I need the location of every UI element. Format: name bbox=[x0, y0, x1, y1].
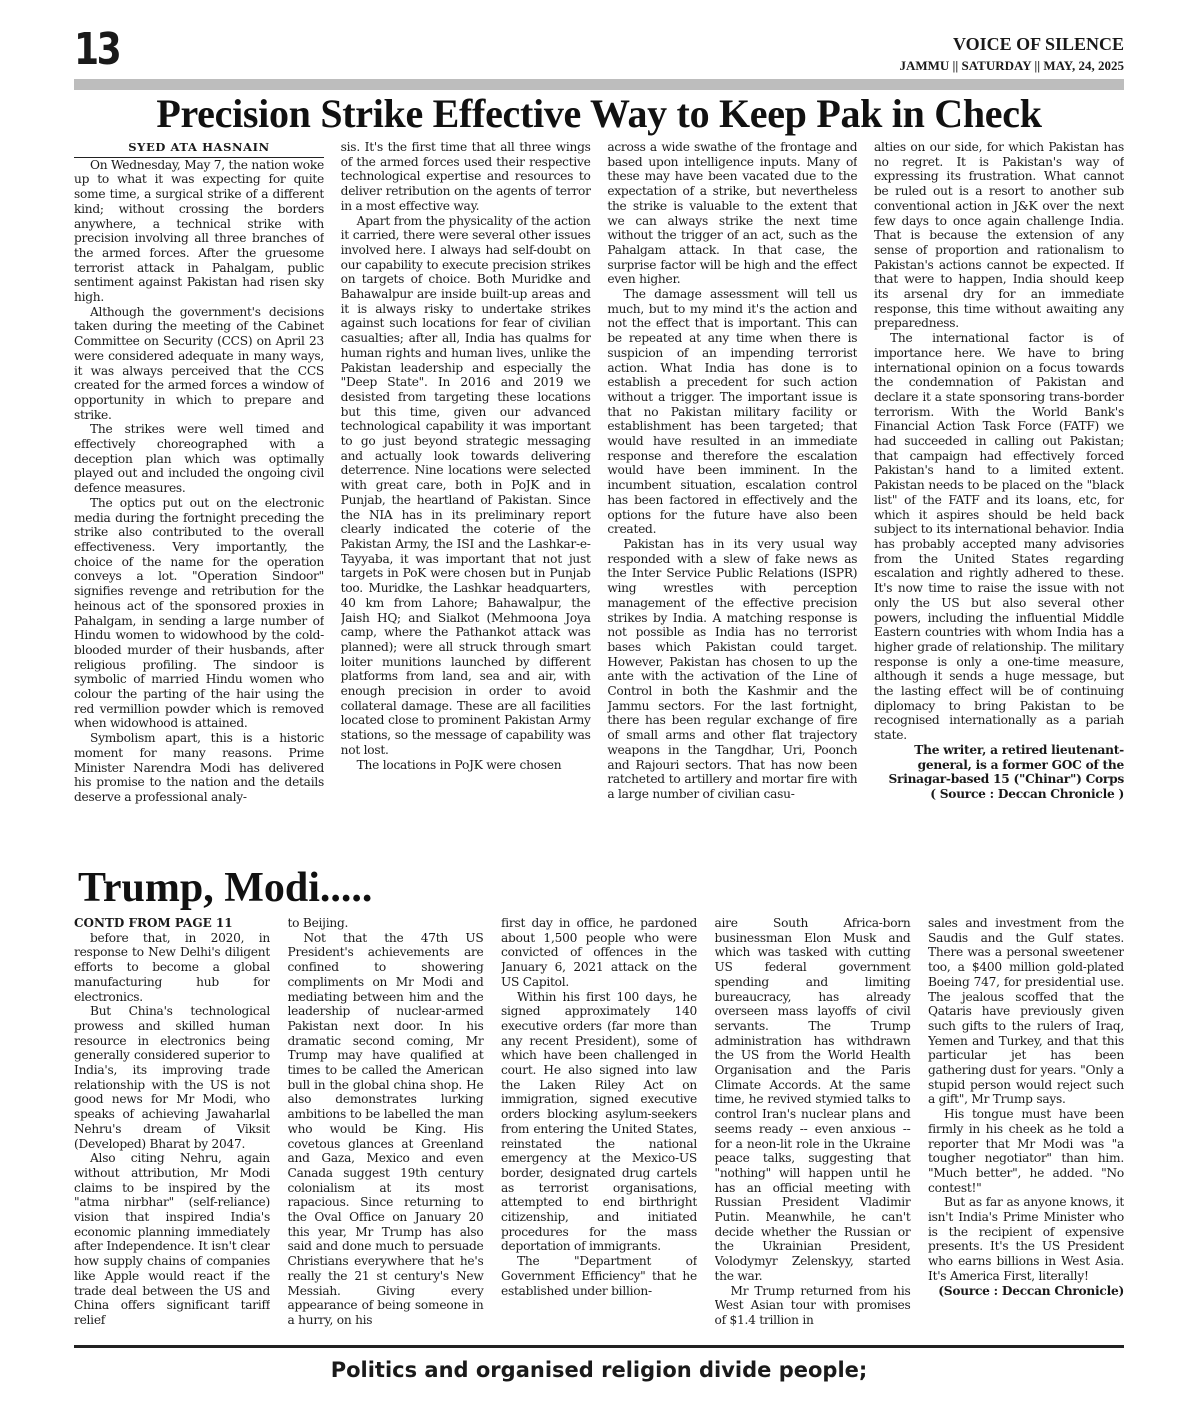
paragraph: Not that the 47th US President's achievements are confined to showering compliments on Mr Modi and mediating between him and the leadership of nuclear-armed Pakistan next door. In his dramatic second coming, Mr Trump may have qualified at times to be called the American bull in the global china shop. He also demonstrates lurking ambitions to be labelled the man who would be King. His covetous glances at Greenland and Gaza, Mexico and even Canada suggest 19th century colonialism at its most rapacious. Since returning to the Oval Office on January 20 this year, Mr Trump has also said and done much to persuade Christians everywhere that he's really the 21 st century's New Messiah. Giving every appearance of being someone in a hurry, on his bbox=[287, 930, 484, 1327]
footer-rule bbox=[74, 1345, 1124, 1348]
source-credit: ( Source : Deccan Chronicle ) bbox=[930, 786, 1124, 801]
paragraph: first day in office, he pardoned about 1,500 people who were convicted of offences in the January 6, 2021 attack on the US Capitol. bbox=[501, 916, 697, 989]
masthead bbox=[899, 34, 1124, 74]
article1-headline: Precision Strike Effective Way to Keep Pak in Check bbox=[156, 91, 1042, 136]
article2-column-4 bbox=[715, 916, 911, 1336]
paragraph: The strikes were well timed and effectively choreographed with a deception plan which was optimally played out and included the ongoing civil defence measures. bbox=[74, 422, 324, 496]
article2-headline: Trump, Modi..... bbox=[78, 865, 373, 911]
paragraph: Mr Trump returned from his West Asian tour with promises of $1.4 trillion in bbox=[714, 1283, 911, 1327]
paragraph: Symbolism apart, this is a historic moment for many reasons. Prime Minister Narendra Modi has delivered his promise to the nation and the details deserve a professional analy- bbox=[74, 731, 324, 804]
article2-column-3 bbox=[501, 916, 697, 1336]
paragraph: The optics put out on the electronic media during the fortnight preceding the strike also contributed to the overall effectiveness. Very importantly, the choice of the name for the operation conveys a lot. "Operation Sindoor" signifies revenge and retribution for the heinous act of the sponsored proxies in Pahalgam, in sending a large number of Hindu women to widowhood by the cold-blooded murder of their husbands, after religious profiling. The sindoor is symbolic of married Hindu women who colour the parting of the hair using the red vermillion powder which is removed when widowhood is attained. bbox=[74, 495, 324, 731]
author-note: The writer, a retired lieutenant-general, is a former GOC of the Srinagar-based 15 ("Chinar") Corps bbox=[888, 742, 1124, 787]
header-rule bbox=[74, 79, 1124, 90]
article2-column-1 bbox=[74, 916, 270, 1336]
paragraph: to Beijing. bbox=[287, 916, 349, 930]
paragraph: His tongue must have been firmly in his cheek as he told a reporter that Mr Modi was "a tougher negotiator" than him. "Much better", he added. "No contest!" bbox=[928, 1107, 1124, 1195]
paragraph: sales and investment from the Saudis and the Gulf states. There was a personal sweetener too, a $400 million gold-plated Boeing 747, for presidential use. The jealous scoffed that the Qataris have previously given such gifts to the rulers of Iraq, Yemen and Turkey, and that this particular jet has been gathering dust for years. "Only a stupid person would reject such a gift", Mr Trump says. bbox=[928, 916, 1124, 1107]
newspaper-name: VOICE OF SILENCE bbox=[952, 34, 1124, 54]
paragraph: On Wednesday, May 7, the nation woke up to what it was expecting for quite some time, a surgical strike of a different kind; without crossing the borders anywhere, a technical strike with precision involving all three branches of the armed forces. After the gruesome terrorist attack in Pahalgam, public sentiment against Pakistan had risen sky high. bbox=[74, 157, 324, 305]
footer-tagline: Politics and organised religion divide people; bbox=[330, 1358, 868, 1382]
paragraph: The damage assessment will tell us much, but to my mind it's the action and not the effect that is important. This can be repeated at any time when there is suspicion of an impending terrorist action. What India has done is to establish a precedent for such action without a trigger. The important issue is that no Pakistan military facility or establishment has been targeted; that would have resulted in an immediate response and therefore the escalation would have been imminent. In the incumbent situation, escalation control has been factored in effectively and the options for the future have also been created. bbox=[607, 287, 858, 537]
continued-label: CONTD FROM PAGE 11 bbox=[74, 916, 233, 930]
article1-column-1 bbox=[74, 140, 324, 852]
paragraph: The locations in PoJK were chosen bbox=[356, 757, 562, 772]
paragraph: Also citing Nehru, again without attribution, Mr Modi claims to be inspired by the "atma nirbhar" (self-reliance) vision that inspired India's economic planning immediately after Independence. It isn't clear how supply chains of companies like Apple would react if the trade deal between the US and China offers significant tariff relief bbox=[74, 1151, 270, 1327]
article2-column-5 bbox=[928, 916, 1124, 1336]
paragraph: across a wide swathe of the frontage and based upon intelligence inputs. Many of these may have been vacated due to the expectation of a strike, but nevertheless the strike is valuable to the extent that we can always strike the next time without the trigger of an act, such as the Pahalgam attack. In that case, the surprise factor will be high and the effect even higher. bbox=[607, 140, 858, 287]
paragraph: But as far as anyone knows, it isn't India's Prime Minister who is the recipient of expensive presents. It's the US President who earns billions in West Asia. It's America First, literally! bbox=[928, 1195, 1124, 1283]
article1-column-3 bbox=[607, 140, 857, 852]
paragraph: But China's technological prowess and skilled human resource in electronics being generally considered superior to India's, its improving trade relationship with the US is not good news for Mr Modi, who speaks of achieving Jawaharlal Nehru's dream of Viksit (Developed) Bharat by 2047. bbox=[74, 1004, 270, 1151]
article1-column-2 bbox=[341, 140, 591, 852]
paragraph: alties on our side, for which Pakistan has no regret. It is Pakistan's way of expressing its frustration. What cannot be ruled out is a resort to another sub conventional action in J&K over the next few days to once again challenge India. That is because the extension of any sense of proportion and rationalism to Pakistan's actions cannot be expected. If that were to happen, India should keep its arsenal dry for an immediate response, this time without awaiting any preparedness. bbox=[873, 140, 1124, 331]
article1-column-4 bbox=[874, 140, 1124, 852]
paragraph: before that, in 2020, in response to New Delhi's diligent efforts to become a global manufacturing hub for electronics. bbox=[74, 930, 270, 1004]
article2-column-2 bbox=[288, 916, 484, 1336]
paragraph: The "Department of Government Efficiency" that he established under billion- bbox=[501, 1254, 697, 1298]
byline: SYED ATA HASNAIN bbox=[74, 140, 324, 158]
article1-body bbox=[74, 140, 1124, 852]
dateline: JAMMU || SATURDAY || MAY, 24, 2025 bbox=[899, 58, 1124, 73]
paragraph: Within his first 100 days, he signed approximately 140 executive orders (far more than any recent President), some of which have been challenged in court. He also signed into law the Laken Riley Act on immigration, signed executive orders blocking asylum-seekers from entering the United States, reinstated the national emergency at the Mexico-US border, designated drug cartels as terrorist organisations, attempted to end birthright citizenship, and initiated procedures for the mass deportation of immigrants. bbox=[501, 989, 697, 1254]
article2-body bbox=[74, 916, 1124, 1336]
paragraph: Apart from the physicality of the action it carried, there were several other issues involved here. I always had self-doubt on our capability to execute precision strikes on targets of choice. Both Muridke and Bahawalpur are inside built-up areas and it is always risky to undertake strikes against such locations for fear of civilian casualties; after all, India has qualms for human rights and human lives, unlike the Pakistan leadership and especially the "Deep State". In 2016 and 2019 we desisted from targeting these locations but this time, given our advanced technological capability it was important to go just beyond strategic messaging and actually look towards delivering deterrence. Nine locations were selected with great care, both in PoJK and in Punjab, the heartland of Pakistan. Since the NIA has in its preliminary report clearly indicated the coterie of the Pakistan Army, the ISI and the Lashkar-e- Tayyaba, it was important that not just targets in PoK were chosen but in Punjab too. Muridke, the Lashkar headquarters, 40 km from Lahore; Bahawalpur, the Jaish HQ; and Sialkot (Mehmoona Joya camp, where the Pathankot attack was planned); were all struck through smart loiter munitions launched by different platforms from land, sea and air, with enough precision in order to avoid collateral damage. These are all facilities located close to prominent Pakistan Army stations, so the message of capability was not lost. bbox=[340, 213, 591, 757]
paragraph: sis. It's the first time that all three wings of the armed forces used their respective technological expertise and resources to deliver retribution on the agents of terror in a most effective way. bbox=[340, 140, 591, 213]
paragraph: The international factor is of importance here. We have to bring international opinion on a focus towards the condemnation of Pakistan and declare it a state sponsoring trans-border terrorism. With the World Bank's Financial Action Task Force (FATF) we had succeeded in calling out Pakistan; that campaign had effectively forced Pakistan's hand to a limited extent. Pakistan needs to be placed on the "black list" of the FATF and its loans, etc, for which it aspires should be held back subject to its international behavior. India has probably accepted many advisories from the United States regarding escalation and rightly adhered to these. It's now time to raise the issue with not only the US but also several other powers, including the influential Middle Eastern countries with whom India has a higher grade of relationship. The military response is only a one-time measure, although it sends a huge message, but the lasting effect will be of continuing diplomacy to bring Pakistan to be recognised internationally as a pariah state. bbox=[873, 331, 1124, 743]
page-number: 13 bbox=[74, 24, 120, 75]
paragraph: Although the government's decisions taken during the meeting of the Cabinet Committee on Security (CCS) on April 23 were considered adequate in many ways, it was always perceived that the CCS created for the armed forces a window of opportunity in which to prepare and strike. bbox=[74, 304, 324, 422]
paragraph: Pakistan has in its very usual way responded with a slew of fake news as the Inter Service Public Relations (ISPR) wing wrestles with perception management of the effective precision strikes by India. A matching response is not possible as India has no terrorist bases which Pakistan could target. However, Pakistan has chosen to up the ante with the activation of the Line of Control in both the Kashmir and the Jammu sectors. For the last fortnight, there has been regular exchange of fire of small arms and other flat trajectory weapons in the Tangdhar, Uri, Poonch and Rajouri sectors. That has now been ratcheted to artillery and mortar fire with a large number of civilian casu- bbox=[607, 536, 858, 801]
source-credit: (Source : Deccan Chronicle) bbox=[938, 1283, 1124, 1298]
paragraph: aire South Africa-born businessman Elon Musk and which was tasked with cutting US federal government spending and limiting bureaucracy, has already overseen mass layoffs of civil servants. The Trump administration has withdrawn the US from the World Health Organisation and the Paris Climate Accords. At the same time, he revived stymied talks to control Iran's nuclear plans and seems ready -- even anxious -- for a neon-lit role in the Ukraine peace talks, suggesting that "nothing" will happen until he has an official meeting with Russian President Vladimir Putin. Meanwhile, he can't decide whether the Russian or the Ukrainian President, Volodymyr Zelenskyy, started the war. bbox=[714, 916, 911, 1283]
